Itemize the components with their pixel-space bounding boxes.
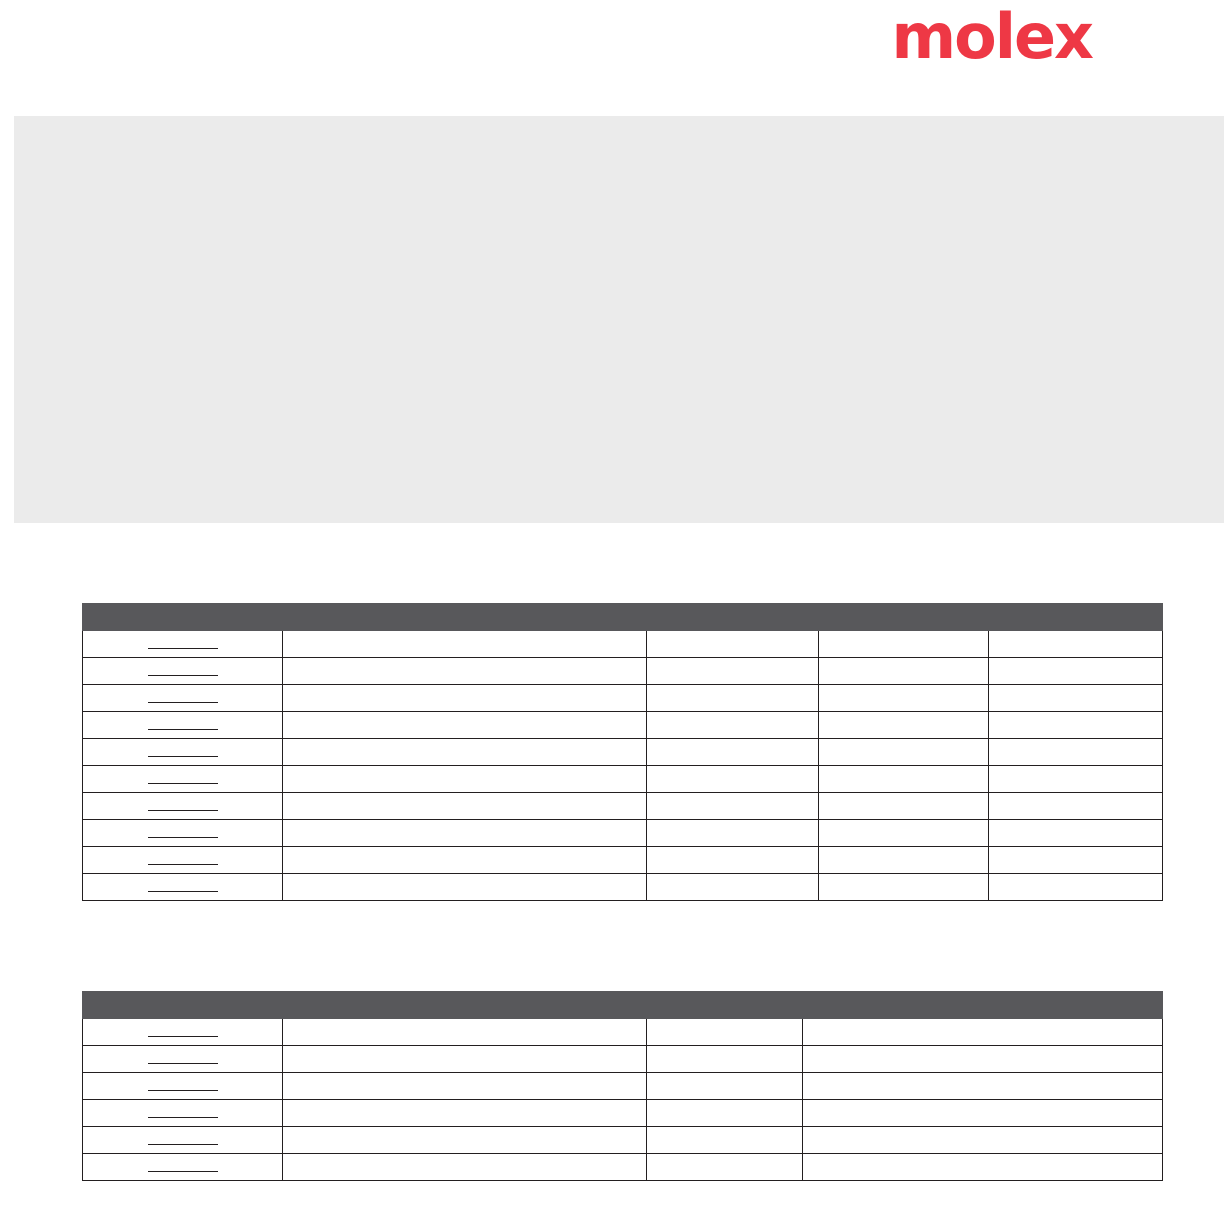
table-row: [83, 739, 1163, 766]
description-cell: [283, 766, 647, 793]
part-number-link[interactable]: [148, 772, 218, 784]
description-cell: [283, 1073, 647, 1100]
value-cell: [989, 685, 1163, 712]
value-cell: [819, 631, 989, 658]
value-cell: [647, 1127, 803, 1154]
table-column-header: [647, 604, 819, 631]
value-cell: [647, 685, 819, 712]
part-number-cell[interactable]: [83, 631, 283, 658]
value-cell: [647, 1154, 803, 1181]
part-number-link[interactable]: [148, 853, 218, 865]
table-row: [83, 793, 1163, 820]
value-cell: [647, 793, 819, 820]
table-column-header: [803, 992, 1163, 1019]
description-cell: [283, 847, 647, 874]
part-number-link[interactable]: [148, 637, 218, 649]
value-cell: [803, 1073, 1163, 1100]
part-number-cell[interactable]: [83, 793, 283, 820]
value-cell: [819, 766, 989, 793]
secondary-table: [82, 991, 1163, 1181]
part-number-cell[interactable]: [83, 1154, 283, 1181]
table-row: [83, 874, 1163, 901]
part-number-cell[interactable]: [83, 820, 283, 847]
table-row: [83, 1019, 1163, 1046]
value-cell: [819, 793, 989, 820]
description-cell: [283, 1019, 647, 1046]
part-number-link[interactable]: [148, 1133, 218, 1145]
primary-table-container: [82, 603, 1162, 901]
table-column-header: [819, 604, 989, 631]
value-cell: [819, 847, 989, 874]
table-header-row: [83, 992, 1163, 1019]
part-number-link[interactable]: [148, 1025, 218, 1037]
part-number-cell[interactable]: [83, 712, 283, 739]
table-row: [83, 685, 1163, 712]
description-cell: [283, 1046, 647, 1073]
part-number-cell[interactable]: [83, 739, 283, 766]
description-cell: [283, 739, 647, 766]
part-number-cell[interactable]: [83, 1019, 283, 1046]
part-number-cell[interactable]: [83, 766, 283, 793]
description-cell: [283, 685, 647, 712]
table-column-header: [647, 992, 803, 1019]
part-number-cell[interactable]: [83, 1127, 283, 1154]
value-cell: [989, 631, 1163, 658]
part-number-link[interactable]: [148, 1079, 218, 1091]
part-number-cell[interactable]: [83, 685, 283, 712]
value-cell: [989, 793, 1163, 820]
part-number-link[interactable]: [148, 1160, 218, 1172]
value-cell: [647, 1100, 803, 1127]
part-number-link[interactable]: [148, 718, 218, 730]
table-row: [83, 766, 1163, 793]
description-cell: [283, 658, 647, 685]
table-column-header: [83, 992, 283, 1019]
intro-banner-text: [14, 116, 1224, 152]
table-row: [83, 1073, 1163, 1100]
value-cell: [989, 658, 1163, 685]
value-cell: [989, 712, 1163, 739]
description-cell: [283, 631, 647, 658]
value-cell: [647, 739, 819, 766]
table-row: [83, 847, 1163, 874]
value-cell: [803, 1019, 1163, 1046]
table-row: [83, 1100, 1163, 1127]
table-column-header: [283, 992, 647, 1019]
page-header: [0, 0, 1224, 105]
part-number-cell[interactable]: [83, 874, 283, 901]
description-cell: [283, 1154, 647, 1181]
value-cell: [819, 820, 989, 847]
table-row: [83, 712, 1163, 739]
secondary-table-container: [82, 991, 1162, 1181]
table-column-header: [83, 604, 283, 631]
table-row: [83, 631, 1163, 658]
value-cell: [647, 631, 819, 658]
description-cell: [283, 874, 647, 901]
value-cell: [647, 847, 819, 874]
value-cell: [647, 1019, 803, 1046]
value-cell: [819, 712, 989, 739]
value-cell: [647, 766, 819, 793]
table-row: [83, 658, 1163, 685]
value-cell: [819, 685, 989, 712]
part-number-cell[interactable]: [83, 1073, 283, 1100]
part-number-cell[interactable]: [83, 1046, 283, 1073]
part-number-cell[interactable]: [83, 847, 283, 874]
value-cell: [989, 847, 1163, 874]
table-row: [83, 1046, 1163, 1073]
part-number-link[interactable]: [148, 745, 218, 757]
part-number-cell[interactable]: [83, 1100, 283, 1127]
table-header-row: [83, 604, 1163, 631]
table-column-header: [989, 604, 1163, 631]
description-cell: [283, 793, 647, 820]
part-number-link[interactable]: [148, 826, 218, 838]
part-number-link[interactable]: [148, 880, 218, 892]
description-cell: [283, 712, 647, 739]
value-cell: [647, 712, 819, 739]
description-cell: [283, 820, 647, 847]
value-cell: [989, 874, 1163, 901]
table-row: [83, 1154, 1163, 1181]
part-number-cell[interactable]: [83, 658, 283, 685]
value-cell: [819, 739, 989, 766]
value-cell: [803, 1154, 1163, 1181]
value-cell: [819, 658, 989, 685]
part-number-link[interactable]: [148, 1052, 218, 1064]
intro-banner: [14, 116, 1224, 523]
description-cell: [283, 1127, 647, 1154]
table-row: [83, 1127, 1163, 1154]
value-cell: [647, 874, 819, 901]
value-cell: [647, 658, 819, 685]
value-cell: [647, 1073, 803, 1100]
table-row: [83, 820, 1163, 847]
part-number-link[interactable]: [148, 799, 218, 811]
table-column-header: [283, 604, 647, 631]
part-number-link[interactable]: [148, 1106, 218, 1118]
value-cell: [989, 820, 1163, 847]
molex-logo: molex: [891, 0, 1092, 73]
value-cell: [647, 820, 819, 847]
description-cell: [283, 1100, 647, 1127]
value-cell: [647, 1046, 803, 1073]
part-number-link[interactable]: [148, 691, 218, 703]
value-cell: [989, 766, 1163, 793]
primary-table: [82, 603, 1163, 901]
value-cell: [803, 1100, 1163, 1127]
part-number-link[interactable]: [148, 664, 218, 676]
value-cell: [989, 739, 1163, 766]
value-cell: [819, 874, 989, 901]
value-cell: [803, 1046, 1163, 1073]
value-cell: [803, 1127, 1163, 1154]
